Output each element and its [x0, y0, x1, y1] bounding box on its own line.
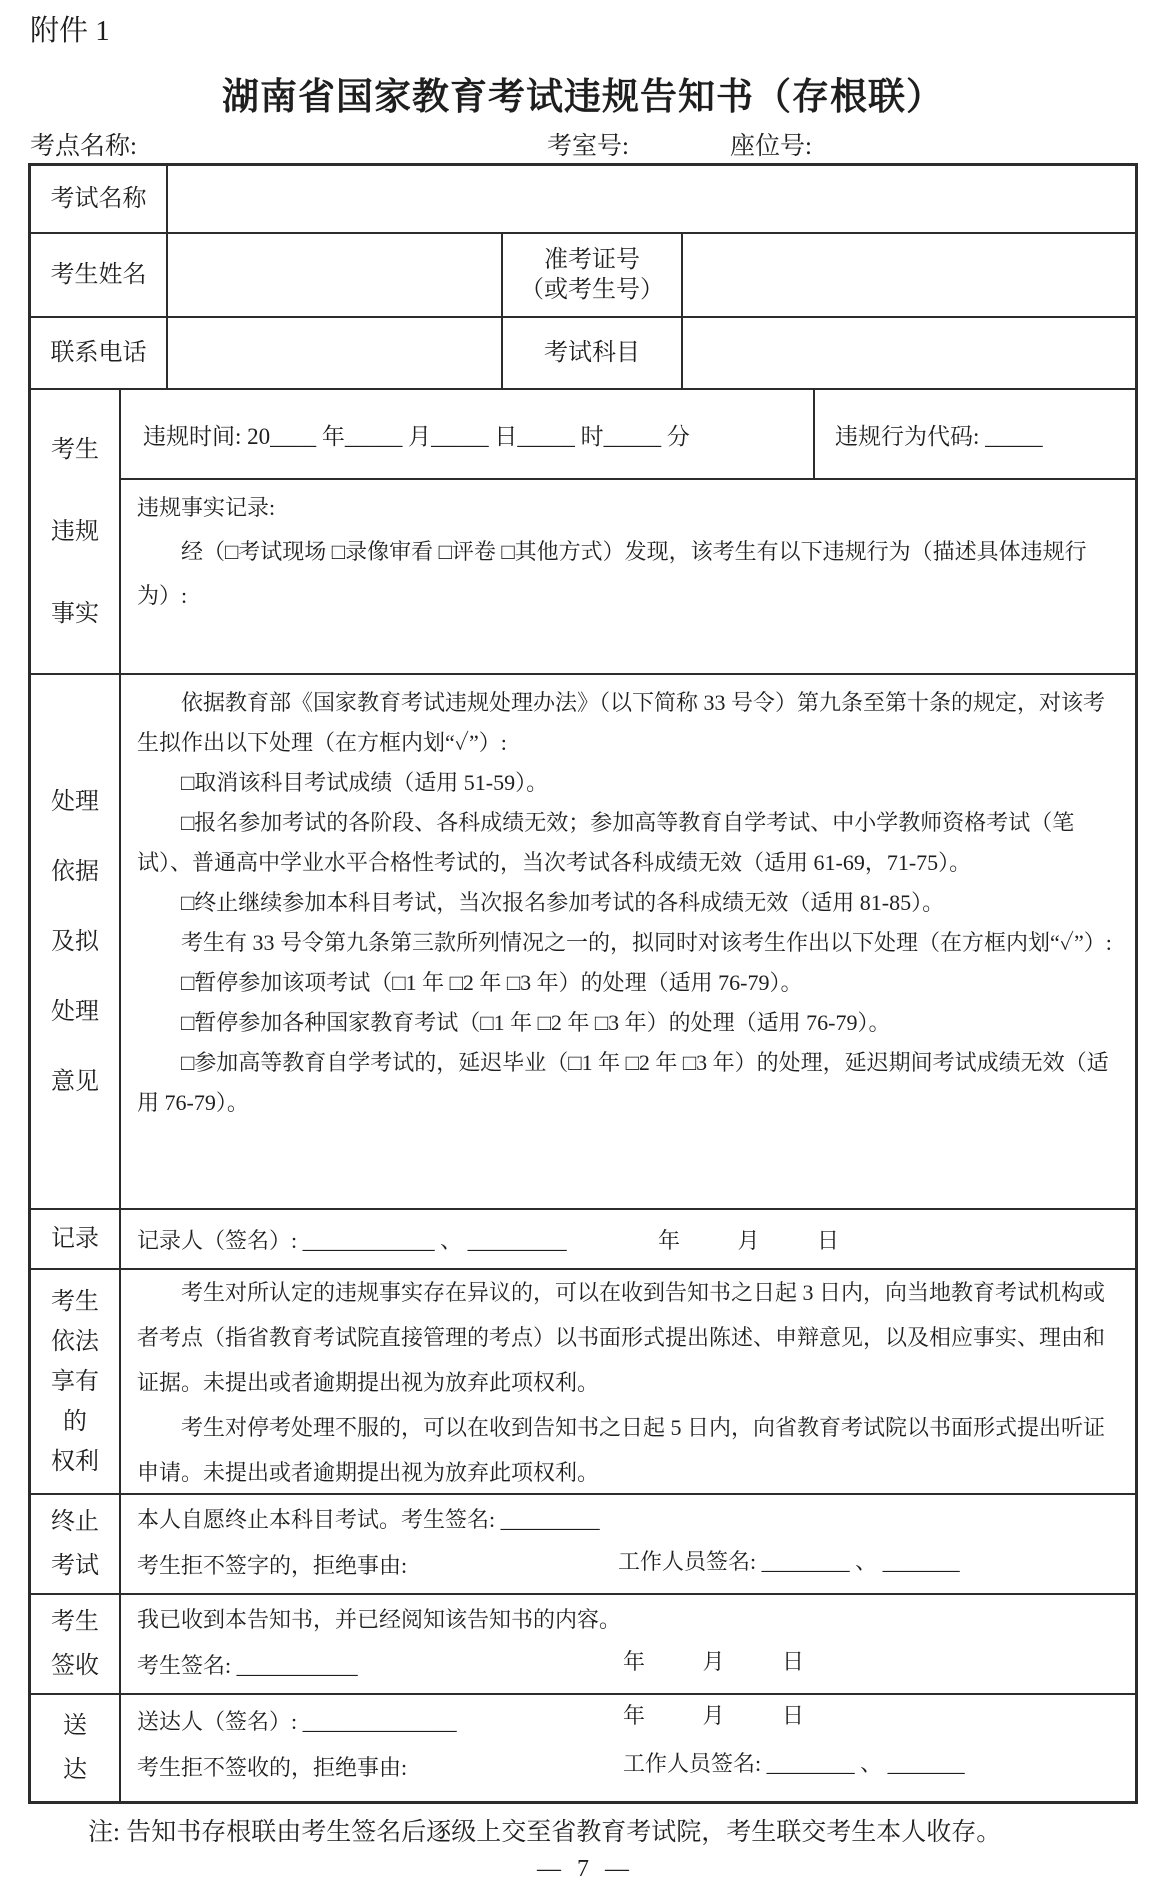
candidate-name-field	[168, 234, 503, 316]
handling-body	[121, 675, 1135, 1208]
row-rights	[31, 1270, 1135, 1495]
delivery-row-label: 送 达	[31, 1695, 121, 1801]
receipt-signature-line: 考生签名: ___________	[137, 1653, 358, 1678]
violation-record-title: 违规事实记录:	[137, 495, 276, 520]
rights-paragraph: 考生对所认定的违规事实存在异议的，可以在收到告知书之日起 3 日内，向当地教育考试机构或者考点（指省教育考试院直接管理的考点）以书面形式提出陈述、申辩意见，以及相应事实、理由和证据。未提出或者逾期提出视为放弃此项权利。	[137, 1280, 1106, 1395]
handling-paragraph: 依据教育部《国家教育考试违规处理办法》（以下简称 33 号令）第九条至第十条的规定，对该考生拟作出以下处理（在方框内划“✓”）:	[137, 690, 1106, 755]
record-line-area	[121, 1210, 1135, 1268]
record-row-label: 记录	[31, 1210, 121, 1268]
exam-name-label: 考试名称	[31, 166, 168, 232]
violation-time-row	[121, 390, 1135, 480]
receipt-line1: 我已收到本告知书，并已经阅知该告知书的内容。	[137, 1607, 622, 1632]
room-number-label: 考室号:	[547, 133, 629, 160]
terminate-body	[121, 1495, 1135, 1593]
receipt-row-label: 考生 签收	[31, 1595, 121, 1693]
rights-paragraph: 考生对停考处理不服的，可以在收到告知书之日起 5 日内，向省教育考试院以书面形式提出听证申请。未提出或者逾期提出视为放弃此项权利。	[137, 1415, 1106, 1485]
delivery-signature-line: 送达人（签名）: ______________	[137, 1709, 457, 1734]
candidate-name-label: 考生姓名	[31, 234, 168, 316]
terminate-line1: 本人自愿终止本科目考试。考生签名: _________	[137, 1507, 600, 1532]
page-title: 湖南省国家教育考试违规告知书（存根联）	[222, 77, 944, 118]
handling-option: □取消该科目考试成绩（适用 51-59）。	[181, 770, 549, 795]
receipt-date-line: 年 月 日	[623, 1649, 805, 1674]
violation-time-line: 违规时间: 20____ 年_____ 月_____ 日_____ 时_____ 分	[121, 390, 815, 478]
subject-field	[683, 318, 1135, 388]
record-date-line: 年 月 日	[658, 1227, 840, 1253]
site-name-label: 考点名称:	[30, 133, 137, 160]
admission-no-field	[683, 234, 1135, 316]
row-handling	[31, 675, 1135, 1210]
row-receipt	[31, 1595, 1135, 1695]
rights-body	[121, 1270, 1135, 1493]
handling-option: □暂停参加各种国家教育考试（□1 年 □2 年 □3 年）的处理（适用 76-79）。	[181, 1010, 891, 1035]
seat-number-label: 座位号:	[730, 133, 812, 160]
terminate-line2: 考生拒不签字的，拒绝事由:	[137, 1553, 408, 1578]
receipt-body	[121, 1595, 1135, 1693]
row-candidate-name	[31, 234, 1135, 318]
violation-code-line: 违规行为代码: _____	[835, 423, 1043, 449]
handling-option: □报名参加考试的各阶段、各科成绩无效；参加高等教育自学考试、中小学教师资格考试（笔试）、普通高中学业水平合格性考试的，当次考试各科成绩无效（适用 61-69，71-75）。	[137, 810, 1075, 875]
page-number: — 7 —	[537, 1856, 629, 1882]
delivery-staff-signature-line: 工作人员签名: ________ 、 _______	[623, 1751, 965, 1776]
footer-note: 注: 告知书存根联由考生签名后逐级上交至省教育考试院，考生联交考生本人收存。	[88, 1819, 1002, 1846]
admission-no-label: 准考证号 （或考生号）	[503, 234, 683, 316]
row-delivery	[31, 1695, 1135, 1801]
violation-record-body: 经（□考试现场 □录像审看 □评卷 □其他方式）发现，该考生有以下违规行为（描述具体违规行为）:	[137, 539, 1087, 608]
handling-option: □终止继续参加本科目考试，当次报名参加考试的各科成绩无效（适用 81-85）。	[181, 890, 945, 915]
delivery-date-line: 年 月 日	[623, 1703, 805, 1728]
handling-row-label: 处理 依据 及拟 处理 意见	[31, 675, 121, 1208]
violation-record-area	[121, 480, 1135, 673]
delivery-body	[121, 1695, 1135, 1801]
row-record	[31, 1210, 1135, 1270]
header-fields	[30, 126, 1138, 158]
phone-field	[168, 318, 503, 388]
subject-label: 考试科目	[503, 318, 683, 388]
phone-label: 联系电话	[31, 318, 168, 388]
row-exam-name	[31, 166, 1135, 234]
recorder-signature-line: 记录人（签名）: ____________ 、 _________	[137, 1227, 567, 1253]
row-violation-facts	[31, 390, 1135, 675]
staff-signature-line: 工作人员签名: ________ 、 _______	[618, 1549, 960, 1574]
handling-option: □参加高等教育自学考试的，延迟毕业（□1 年 □2 年 □3 年）的处理，延迟期间考试成绩无效（适用 76-79）。	[137, 1050, 1109, 1115]
row-terminate	[31, 1495, 1135, 1595]
terminate-row-label: 终止 考试	[31, 1495, 121, 1593]
exam-name-field	[168, 166, 1135, 232]
attachment-label: 附件 1	[30, 15, 110, 47]
delivery-line2: 考生拒不签收的，拒绝事由:	[137, 1755, 408, 1780]
rights-row-label: 考生 依法 享有 的 权利	[31, 1270, 121, 1493]
violation-facts-row-label: 考生 违规 事实	[31, 390, 121, 673]
violation-notice-form	[28, 163, 1138, 1804]
handling-paragraph: 考生有 33 号令第九条第三款所列情况之一的，拟同时对该考生作出以下处理（在方框内划“✓”）:	[181, 930, 1112, 955]
handling-option: □暂停参加该项考试（□1 年 □2 年 □3 年）的处理（适用 76-79）。	[181, 970, 803, 995]
row-phone-subject	[31, 318, 1135, 390]
